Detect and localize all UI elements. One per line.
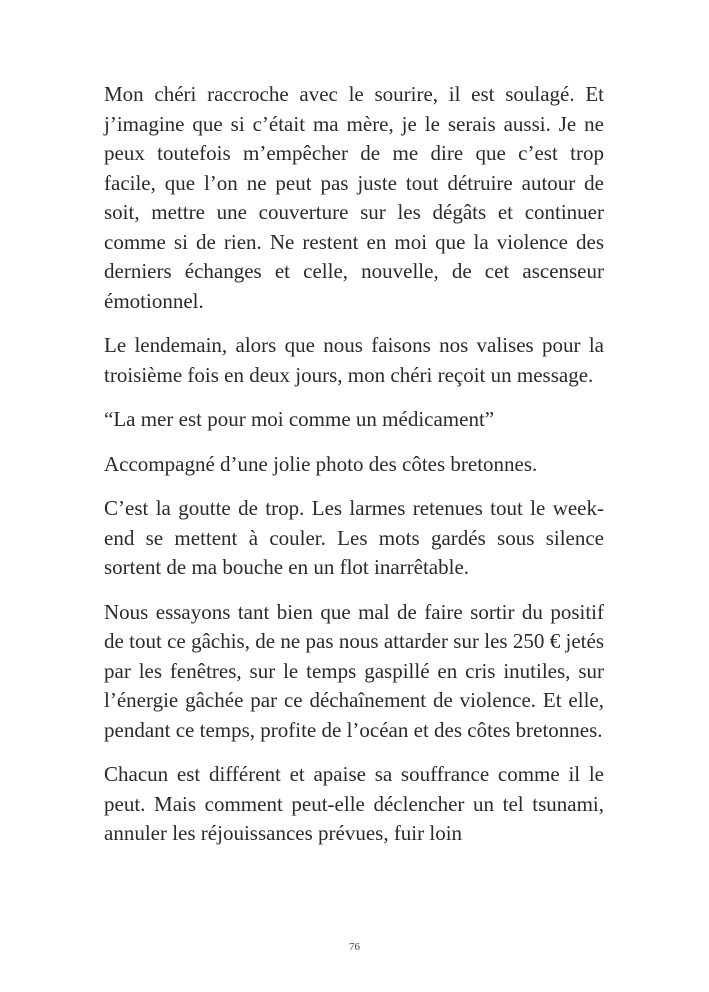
- paragraph-2: Le lendemain, alors que nous faisons nos valises pour la troisième fois en deux jours, mon chéri reçoit un message.: [104, 333, 604, 387]
- paragraph-6: Nous essayons tant bien que mal de faire sortir du positif de tout ce gâchis, de ne pas nous attarder sur les 250 € jetés par les fenêtres, sur le temps gaspillé en cris inutiles, sur l’énergie gâchée par ce déchaînement de violence. Et elle, pendant ce temps, profite de l’océan et des côtes bretonnes.: [104, 599, 604, 742]
- page-body: [104, 80, 604, 864]
- paragraph-4: Accompagné d’une jolie photo des côtes bretonnes.: [104, 451, 538, 476]
- paragraph-1: Mon chéri raccroche avec le sourire, il est soulagé. Et j’imagine que si c’était ma mère, je le serais aussi. Je ne peux toutefois m’empêcher de me dire que c’est trop facile, que l’on ne peut pas juste tout détruire autour de soit, mettre une couverture sur les dégâts et continuer comme si de rien. Ne restent en moi que la violence des derniers échanges et celle, nouvelle, de cet ascenseur émotionnel.: [104, 82, 604, 313]
- page-number: 76: [349, 941, 360, 953]
- paragraph-5: C’est la goutte de trop. Les larmes retenues tout le week-end se mettent à couler. Les mots gardés sous silence sortent de ma bouche en un flot inarrêtable.: [104, 496, 604, 579]
- paragraph-7: Chacun est différent et apaise sa souffrance comme il le peut. Mais comment peut-elle déclencher un tel tsunami, annuler les réjouissances prévues, fuir loin: [104, 762, 604, 845]
- quote-paragraph: “La mer est pour moi comme un médicament”: [104, 407, 495, 431]
